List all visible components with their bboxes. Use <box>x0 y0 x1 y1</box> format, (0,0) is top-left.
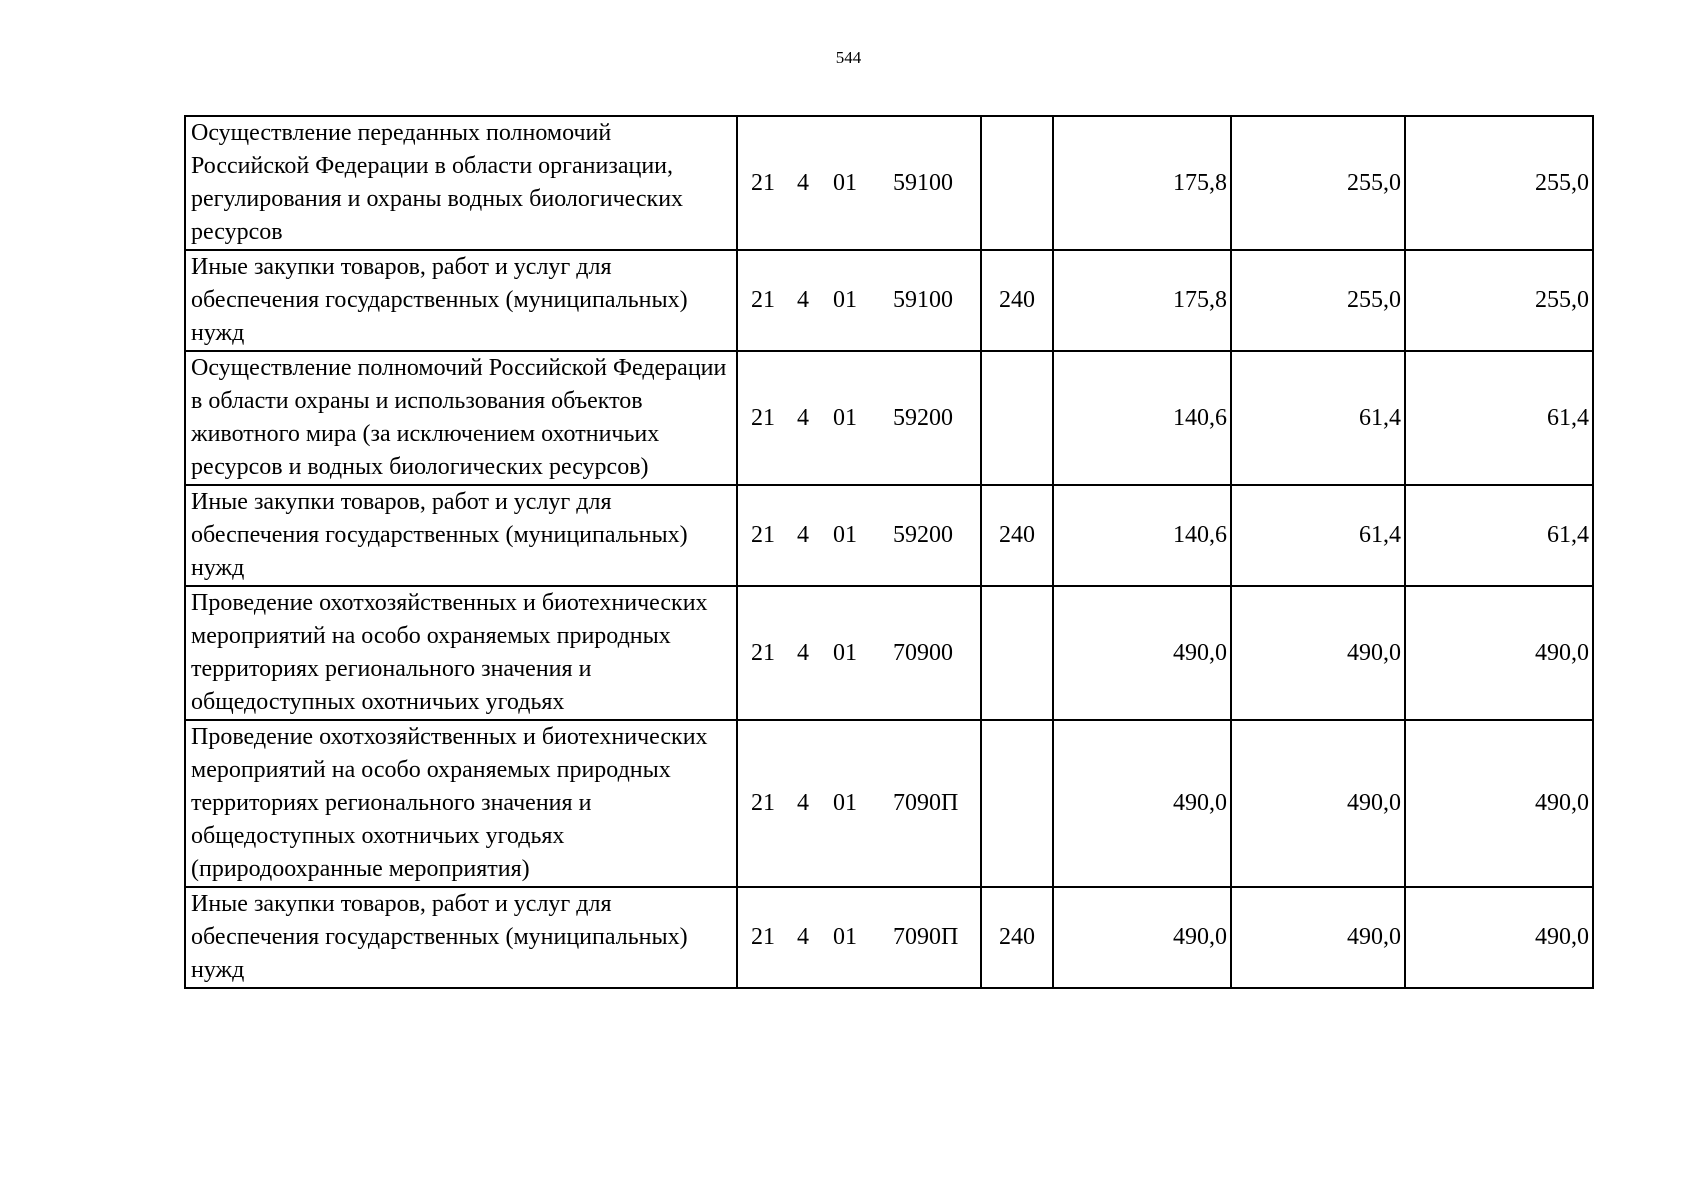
code-part-3: 01 <box>833 522 857 548</box>
code-part-2: 4 <box>797 169 809 196</box>
code-part-3: 01 <box>833 287 857 313</box>
expense-type-cell <box>981 351 1053 485</box>
amount-year-2: 61,4 <box>1231 351 1405 485</box>
row-name: Проведение охотхозяйственных и биотехнических мероприятий на особо охраняемых природных территориях регионального значения и общедоступных охотничьих угодьях <box>185 586 737 720</box>
program-code-cell <box>737 887 981 988</box>
table-row <box>185 887 1593 988</box>
code-part-3: 01 <box>833 790 857 816</box>
table-row <box>185 720 1593 887</box>
amount-year-2: 255,0 <box>1231 116 1405 250</box>
code-part-1: 21 <box>751 924 775 950</box>
code-part-4: 70900 <box>893 639 953 666</box>
table-row <box>185 485 1593 586</box>
table-row <box>185 586 1593 720</box>
amount-year-2: 490,0 <box>1231 720 1405 887</box>
code-part-1: 21 <box>751 639 775 666</box>
code-part-4: 59100 <box>893 287 953 313</box>
code-part-1: 21 <box>751 287 775 313</box>
code-part-4: 59200 <box>893 404 953 431</box>
code-part-1: 21 <box>751 790 775 816</box>
expense-type-cell: 240 <box>981 485 1053 586</box>
row-name: Осуществление полномочий Российской Федерации в области охраны и использования объектов животного мира (за исключением охотничьих ресурсов и водных биологических ресурсов) <box>185 351 737 485</box>
amount-year-1: 175,8 <box>1053 250 1231 351</box>
code-part-3: 01 <box>833 639 857 666</box>
table-row <box>185 116 1593 250</box>
amount-year-3: 490,0 <box>1405 720 1593 887</box>
expense-type-cell <box>981 116 1053 250</box>
program-code-cell <box>737 351 981 485</box>
code-part-4: 59100 <box>893 169 953 196</box>
code-part-3: 01 <box>833 169 857 196</box>
code-part-3: 01 <box>833 924 857 950</box>
program-code-cell <box>737 116 981 250</box>
table-row <box>185 351 1593 485</box>
row-name: Иные закупки товаров, работ и услуг для обеспечения государственных (муниципальных) нужд <box>185 887 737 988</box>
program-code-cell <box>737 485 981 586</box>
amount-year-2: 490,0 <box>1231 586 1405 720</box>
expense-type-cell: 240 <box>981 887 1053 988</box>
amount-year-3: 255,0 <box>1405 116 1593 250</box>
amount-year-1: 140,6 <box>1053 351 1231 485</box>
amount-year-1: 140,6 <box>1053 485 1231 586</box>
row-name: Осуществление переданных полномочий Российской Федерации в области организации, регулирования и охраны водных биологических ресурсов <box>185 116 737 250</box>
code-part-2: 4 <box>797 639 809 666</box>
amount-year-2: 490,0 <box>1231 887 1405 988</box>
code-part-1: 21 <box>751 169 775 196</box>
page-number: 544 <box>835 48 862 67</box>
code-part-3: 01 <box>833 404 857 431</box>
budget-table <box>184 115 1594 989</box>
expense-type-cell <box>981 586 1053 720</box>
amount-year-2: 61,4 <box>1231 485 1405 586</box>
amount-year-1: 490,0 <box>1053 586 1231 720</box>
row-name: Иные закупки товаров, работ и услуг для обеспечения государственных (муниципальных) нужд <box>185 485 737 586</box>
code-part-4: 59200 <box>893 522 953 548</box>
table-row <box>185 250 1593 351</box>
code-part-2: 4 <box>797 790 809 816</box>
expense-type-cell <box>981 720 1053 887</box>
code-part-2: 4 <box>797 522 809 548</box>
amount-year-1: 490,0 <box>1053 720 1231 887</box>
amount-year-1: 490,0 <box>1053 887 1231 988</box>
row-name: Проведение охотхозяйственных и биотехнических мероприятий на особо охраняемых природных территориях регионального значения и общедоступных охотничьих угодьях (природоохранные мероприятия) <box>185 720 737 887</box>
expense-type-cell: 240 <box>981 250 1053 351</box>
program-code-cell <box>737 720 981 887</box>
amount-year-2: 255,0 <box>1231 250 1405 351</box>
amount-year-3: 490,0 <box>1405 586 1593 720</box>
code-part-1: 21 <box>751 404 775 431</box>
program-code-cell <box>737 250 981 351</box>
amount-year-1: 175,8 <box>1053 116 1231 250</box>
code-part-2: 4 <box>797 404 809 431</box>
code-part-2: 4 <box>797 287 809 313</box>
code-part-4: 7090П <box>893 790 959 816</box>
amount-year-3: 61,4 <box>1405 485 1593 586</box>
code-part-4: 7090П <box>893 924 959 950</box>
program-code-cell <box>737 586 981 720</box>
code-part-2: 4 <box>797 924 809 950</box>
code-part-1: 21 <box>751 522 775 548</box>
row-name: Иные закупки товаров, работ и услуг для обеспечения государственных (муниципальных) нужд <box>185 250 737 351</box>
amount-year-3: 61,4 <box>1405 351 1593 485</box>
amount-year-3: 490,0 <box>1405 887 1593 988</box>
amount-year-3: 255,0 <box>1405 250 1593 351</box>
